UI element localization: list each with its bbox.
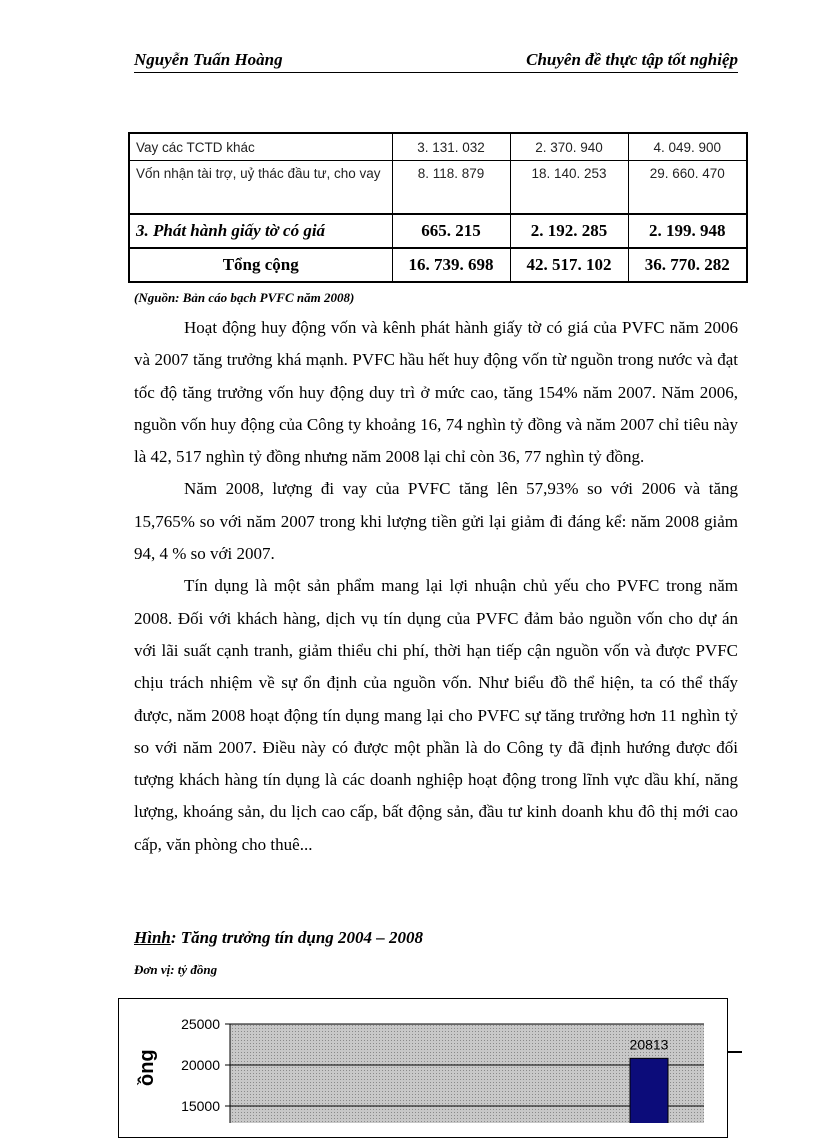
cell-value: 18. 140. 253 [510, 161, 628, 215]
row-label: Vốn nhận tài trợ, uỷ thác đầu tư, cho vay [129, 161, 392, 215]
paragraph: Tín dụng là một sản phẩm mang lại lợi nhuận chủ yếu cho PVFC trong năm 2008. Đối với khách hàng, dịch vụ tín dụng của PVFC đảm bảo nguồn vốn cho dự án với lãi suất cạnh tranh, giảm thiểu chi phí, thời hạn tiếp cận nguồn vốn và được PVFC chịu trách nhiệm về sự ổn định của nguồn vốn. Như biểu đồ thể hiện, ta có thể thấy được, năm 2008 hoạt động tín dụng mang lại cho PVFC sự tăng trưởng hơn 11 nghìn tỷ so với năm 2007. Điều này có được một phần là do Công ty đã định hướng được đối tượng khách hàng tín dụng là các doanh nghiệp hoạt động trong lĩnh vực dầu khí, năng lượng, khoáng sản, du lịch cao cấp, bất động sản, đầu tư kinh doanh khu đô thị mới cao cấp, văn phòng cho thuê... [134, 576, 738, 854]
credit-growth-chart [118, 998, 728, 1123]
header-title: Chuyên đề thực tập tốt nghiệp [526, 50, 738, 69]
cell-value: 36. 770. 282 [628, 248, 747, 282]
page-header [134, 48, 738, 73]
body-text [134, 312, 738, 861]
cell-value: 665. 215 [392, 214, 510, 248]
cell-value: 2. 199. 948 [628, 214, 747, 248]
bar-2008 [630, 1058, 668, 1123]
table-row [129, 133, 747, 161]
y-tick-label: 15000 [181, 1098, 220, 1114]
figure-unit: Đơn vị: tỷ đồng [134, 962, 218, 977]
table-total-row [129, 248, 747, 282]
row-label: Tổng cộng [129, 248, 392, 282]
figure-label: Hình [134, 928, 171, 947]
table-row [129, 161, 747, 215]
cell-value: 2. 370. 940 [510, 133, 628, 161]
chart-side-mark [728, 1051, 742, 1053]
cell-value: 42. 517. 102 [510, 248, 628, 282]
y-tick-label: 20000 [181, 1057, 220, 1073]
paragraph: Năm 2008, lượng đi vay của PVFC tăng lên 57,93% so với 2006 và tăng 15,765% so với năm 2007 trong khi lượng tiền gửi lại giảm đi đáng kể: năm 2008 giảm 94, 4 % so với 2007. [134, 479, 738, 564]
row-label: 3. Phát hành giấy tờ có giá [129, 214, 392, 248]
cell-value: 16. 739. 698 [392, 248, 510, 282]
table-row [129, 214, 747, 248]
figure-title [134, 928, 423, 948]
cell-value: 29. 660. 470 [628, 161, 747, 215]
cell-value: 3. 131. 032 [392, 133, 510, 161]
header-author: Nguyễn Tuấn Hoàng [134, 50, 283, 69]
source-note: (Nguồn: Bản cáo bạch PVFC năm 2008) [134, 290, 355, 305]
cell-value: 8. 118. 879 [392, 161, 510, 215]
cell-value: 4. 049. 900 [628, 133, 747, 161]
data-label: 20813 [629, 1036, 669, 1053]
capital-table [128, 132, 748, 283]
row-label: Vay các TCTD khác [129, 133, 392, 161]
cell-value: 2. 192. 285 [510, 214, 628, 248]
y-tick-label: 25000 [181, 1016, 220, 1032]
y-axis-title: ồng [136, 1049, 158, 1086]
paragraph: Hoạt động huy động vốn và kênh phát hành giấy tờ có giá của PVFC năm 2006 và 2007 tăng trưởng khá mạnh. PVFC hầu hết huy động vốn từ nguồn trong nước và đạt tốc độ tăng trưởng vốn huy động duy trì ở mức cao, tăng 154% năm 2007. Năm 2006, nguồn vốn huy động của Công ty khoảng 16, 74 nghìn tỷ đồng và năm 2007 chỉ tiêu này là 42, 517 nghìn tỷ đồng nhưng năm 2008 lại chỉ còn 36, 77 nghìn tỷ đồng. [134, 318, 738, 467]
figure-caption: : Tăng trưởng tín dụng 2004 – 2008 [170, 928, 424, 947]
